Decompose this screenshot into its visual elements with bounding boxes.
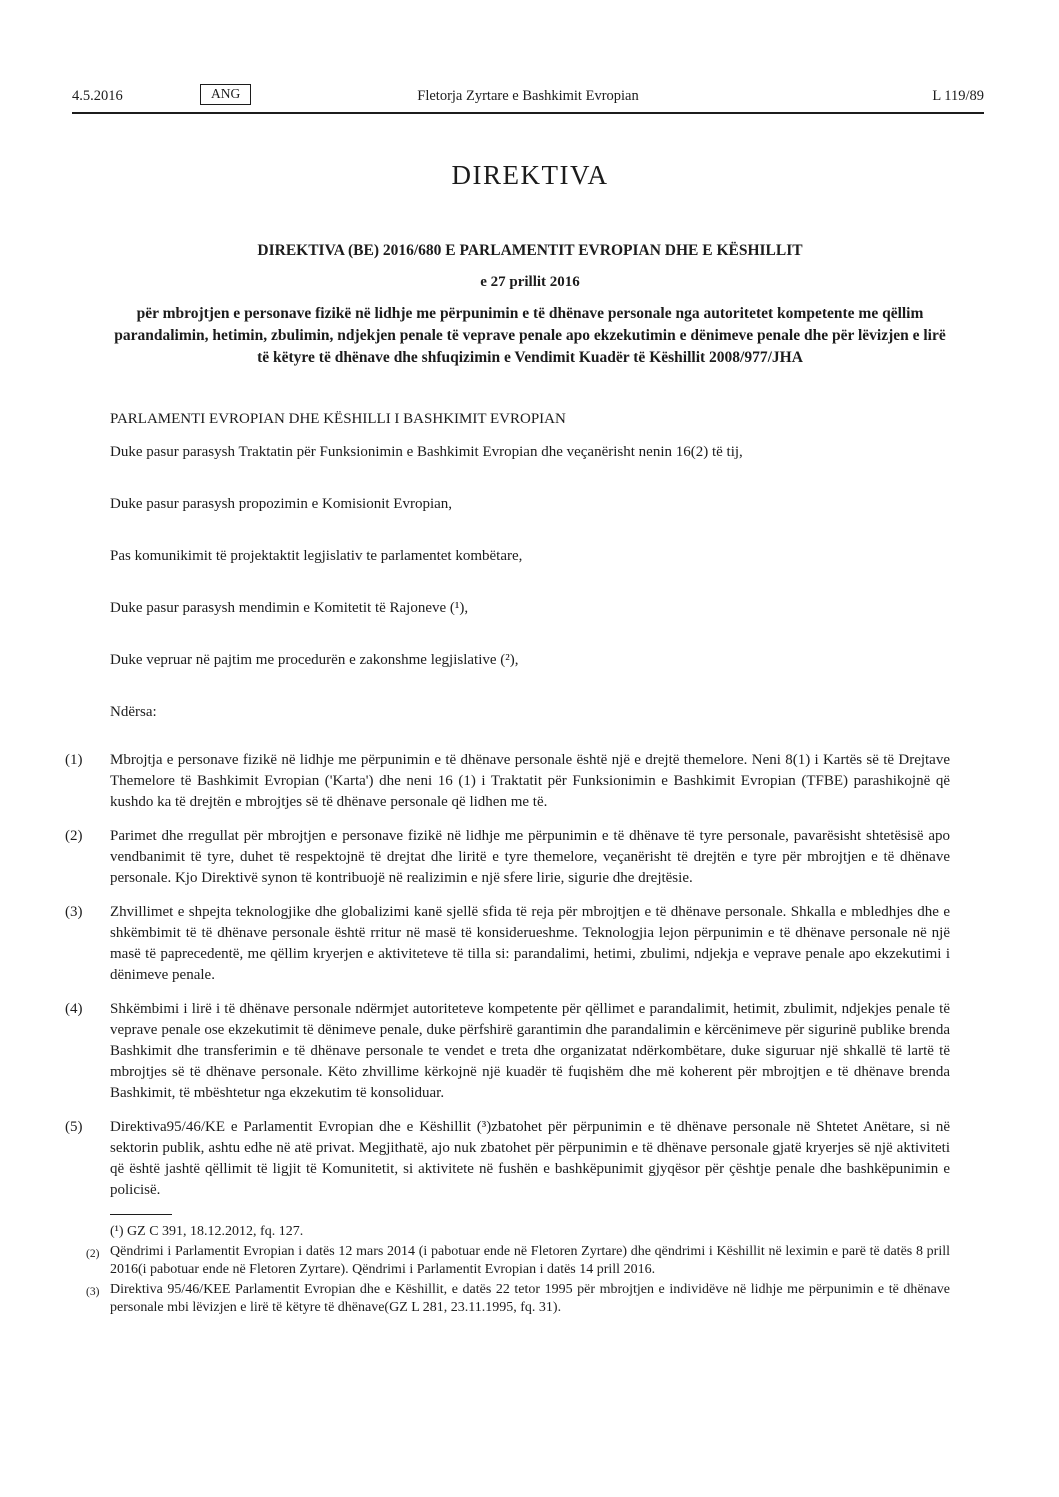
recitals (65, 750, 950, 1201)
recital-text: Mbrojtja e personave fizikë në lidhje me përpunimin e të dhënave personale është një e drejtë themelore. Neni 8(1) i Kartës së të Drejtave Themelore të Bashkimit Evropian ('Karta') dhe neni 16 (1) i Traktatit për Funksionimin e Bashkimit Evropian (TFBE) parashikojnë që kushdo ka të drejtën e mbrojtjes së të dhënave personale që lidhen me të. (110, 752, 950, 810)
recital-number: (2) (65, 828, 83, 844)
footnote-marker: (2) (86, 1248, 100, 1260)
footnote-marker: (¹) (110, 1224, 124, 1239)
preamble-citation-treaty: Duke pasur parasysh Traktatin për Funksionimin e Bashkimit Evropian dhe veçanërisht nenin 16(2) të tij, (110, 444, 743, 460)
recital-text: Shkëmbimi i lirë i të dhënave personale ndërmjet autoriteteve kompetente për qëllimet e parandalimit, hetimit, zbulimit, ndjekjes penale të veprave penale ose ekzekutimit të dënimeve penale, duke përfshirë garantimin dhe parandalimin e kërcënimeve për sigurinë publike brenda Bashkimit dhe transferimin e të dhënave personale te vendet e treta dhe organizatat ndërkombëtare, duke siguruar një shkallë të lartë të mbrojtjes së të dhënave personale. Këto zhvillime kërkojnë një kuadër të fuqishëm dhe më koherent për mbrojtjen e të dhënave brenda Bashkimit, të mbështetur nga ekzekutim të konsoliduar. (110, 1001, 950, 1101)
recital-2 (65, 826, 950, 889)
journal-date: 4.5.2016 (72, 88, 123, 104)
recital-3 (65, 902, 950, 986)
preamble-institutions: PARLAMENTI EVROPIAN DHE KËSHILLI I BASHKIMIT EVROPIAN (110, 411, 566, 427)
recital-text: Parimet dhe rregullat për mbrojtjen e personave fizikë në lidhje me përpunimin e të dhënave të tyre personale, pavarësisht shtetësisë apo vendbanimit të tyre, duhet të respektojnë të drejtat dhe liritë e tyre themelore, veçanërisht të drejtën e tyre për mbrojtjen e të dhënave personale. Kjo Direktivë synon të kontribuojë në realizimin e një sfere lirie, sigurie dhe drejtësie. (110, 828, 950, 886)
preamble-citation-parliaments: Pas komunikimit të projektaktit legjislativ te parlamentet kombëtare, (110, 548, 523, 564)
recital-number: (3) (65, 904, 83, 920)
footnote-text: GZ C 391, 18.12.2012, fq. 127. (127, 1224, 304, 1239)
act-date: e 27 prillit 2016 (480, 274, 580, 290)
recital-1 (65, 750, 950, 813)
section-heading: DIREKTIVA (451, 160, 609, 190)
preamble (110, 409, 950, 723)
preamble-citation-committee: Duke pasur parasysh mendimin e Komitetit të Rajoneve (¹), (110, 600, 469, 616)
act-subject: për mbrojtjen e personave fizikë në lidhje me përpunimin e të dhënave personale nga autoritetet kompetente me qëllim parandalimin, hetimin, zbulimin, ndjekjen penale të veprave penale apo ekzekutimin e dënimeve penale dhe për lëvizjen e lirë të këtyre të dhënave dhe shfuqizimin e Vendimit Kuadër të Këshillit 2008/977/JHA (114, 305, 946, 366)
recital-number: (4) (65, 1001, 83, 1017)
preamble-citation-procedure: Duke vepruar në pajtim me procedurën e zakonshme legjislative (²), (110, 652, 519, 668)
preamble-whereas: Ndërsa: (110, 704, 157, 720)
preamble-citation-proposal: Duke pasur parasysh propozimin e Komisionit Evropian, (110, 496, 453, 512)
act-title: DIREKTIVA (BE) 2016/680 E PARLAMENTIT EVROPIAN DHE E KËSHILLIT (257, 242, 803, 259)
footnotes (86, 1214, 950, 1317)
footnote-text: Qëndrimi i Parlamentit Evropian i datës 12 mars 2014 (i pabotuar ende në Fletoren Zyrtare) dhe qëndrimi i Këshillit në leximin e parë të datës 8 prill 2016(i pabotuar ende në Fletoren Zyrtare). Qëndrimi i Parlamentit Evropian i datës 14 prill 2016. (110, 1244, 950, 1277)
language-badge: ANG (200, 84, 251, 105)
recital-text: Direktiva95/46/KE e Parlamentit Evropian dhe e Këshillit (³)zbatohet për përpunimin e të dhënave personale në Shtetet Anëtare, si në sektorin publik, ashtu edhe në atë privat. Megjithatë, ajo nuk zbatohet për përpunimin e të dhënave personale gjatë kryerjes së një aktiviteti që është jashtë qëllimit të ligjit të Komunitetit, si aktivitete në fushën e bashkëpunimit gjyqësor për çështje penale dhe bashkëpunimin e policisë. (110, 1119, 950, 1198)
recital-number: (1) (65, 752, 83, 768)
footnote-text: Direktiva 95/46/KEE Parlamentit Evropian dhe e Këshillit, e datës 22 tetor 1995 për mbrojtjen e individëve në lidhje me përpunimin e të dhënave personale mbi lëvizjen e lirë të këtyre të dhënave(GZ L 281, 23.11.1995, fq. 31). (110, 1282, 950, 1315)
footnote-separator (110, 1214, 172, 1215)
footnote-3 (86, 1281, 950, 1317)
recital-4 (65, 999, 950, 1104)
page-header (72, 84, 984, 110)
page-reference: L 119/89 (932, 88, 984, 104)
journal-title: Fletorja Zyrtare e Bashkimit Evropian (417, 88, 639, 104)
document-body (65, 114, 950, 1319)
recital-number: (5) (65, 1119, 83, 1135)
recital-text: Zhvillimet e shpejta teknologjike dhe globalizimi kanë sjellë sfida të reja për mbrojtjen e të dhënave personale. Shkalla e mbledhjes dhe e shkëmbimit të të dhënave personale është rritur në masë të konsiderueshme. Teknologjia lejon përpunimin e të dhënave personale në një masë të paprecedentë, me qëllim kryerjen e aktiviteteve të tilla si: parandalimi, hetimi, zbulimi, ndjekja e veprave penale apo ekzekutimi i dënimeve penale. (110, 904, 950, 983)
footnote-2 (86, 1243, 950, 1279)
footnote-1 (110, 1223, 950, 1241)
footnote-marker: (3) (86, 1286, 100, 1298)
recital-5 (65, 1117, 950, 1201)
